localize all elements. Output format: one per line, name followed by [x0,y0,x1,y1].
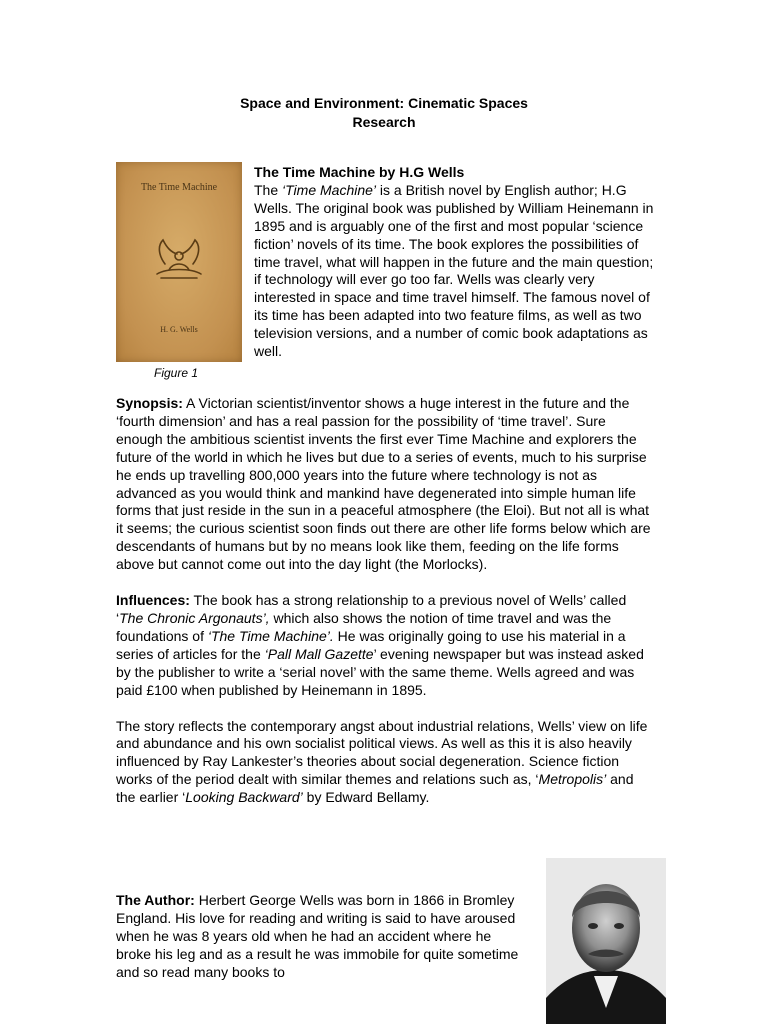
text-run: He was originally going to use his material in a series of articles for the [116,627,626,662]
title-line-2: Research [352,114,416,130]
text-run: The book has a strong relationship to a previous novel of Wells’ called ‘ [116,592,627,626]
influences-label: Influences: [116,592,190,609]
sphinx-emblem-icon [149,234,209,280]
figure-caption: Figure 1 [153,366,199,380]
author-label: The Author: [116,892,195,908]
synopsis-paragraph [116,395,654,574]
text-run: The story reflects the contemporary angst about industrial relations, Wells’ view on life and abundance and his own socialist political views. As well as this it is also heavily influenced by Ray Lankester’s theories about social degeneration. Science fiction works of the period dealt with similar themes and relations such as, ‘ [116,717,648,788]
body-section [116,395,654,825]
italic-title: ‘The Time Machine’. [207,627,334,644]
intro-section [254,164,654,361]
text-run: ’ evening newspaper but was instead asked by the publisher to write a ‘serial novel’ with the same theme. Wells agreed and was paid £100 when published by Heinemann in 1895. [116,645,644,698]
influences-paragraph [116,592,654,699]
portrait-icon [546,858,666,1024]
intro-paragraph [254,182,654,361]
page-title [0,94,768,132]
author-section [116,892,526,982]
italic-title: Metropolis’ [538,771,607,788]
author-portrait-photo [546,858,666,1024]
title-line-1: Space and Environment: Cinematic Spaces [240,95,528,111]
text-run: is a British novel by English author; H.G Wells. The original book was published by William Heinemann in 1895 and is arguably one of the first and most popular ‘science fiction’ novels of its time. The book explores the possibilities of time travel, what will happen in the future and the main question; if technology will ever go too far. Wells was clearly very interested in space and time travel himself. The famous novel of its time has been adapted into two feature films, as well as two television versions, and a number of comic book adaptations as well. [254,181,654,360]
text-run: Herbert George Wells was born in 1866 in Bromley England. His love for reading and writing is said to have aroused when he was 8 years old when he had an accident where he broke his leg and as a result he was immobile for quite sometime and so read many books to [116,892,519,980]
cover-title: The Time Machine [140,182,218,193]
text-run: which also shows the notion of time travel and was the foundations of [116,609,612,644]
italic-title: Looking Backward’ [185,789,303,806]
italic-title: ‘Pall Mall Gazette [264,645,374,662]
author-paragraph [116,892,526,982]
book-cover-image [116,162,242,362]
cover-author: H. G. Wells [160,325,198,334]
section-heading: The Time Machine by H.G Wells [254,164,465,180]
text-run: A Victorian scientist/inventor shows a huge interest in the future and the ‘fourth dimension’ and has a real passion for the possibility of ‘time travel’. Sure enough the ambitious scientist invents the first ever Time Machine and explorers the future of the world in which he lives but due to a series of events, much to his surprise he ends up travelling 800,000 years into the future where technology is not as advanced as you would think and mankind have degenerated into simple human life forms that just reside in the sun in a peaceful atmosphere (the Eloi). But not all is what it seems; the curious scientist soon finds out there are other life forms below which are descendants of humans but by no means look like them, feeding on the life forms above but cannot come out into the day light (the Morlocks). [116,395,651,573]
text-run: by Edward Bellamy. [302,789,430,806]
text-run: The [254,181,283,198]
italic-title: The Chronic Argonauts’, [119,609,270,626]
synopsis-label: Synopsis: [116,395,183,411]
italic-title: ‘Time Machine’ [282,181,377,198]
story-paragraph [116,718,654,808]
text-run: and the earlier ‘ [116,771,634,806]
